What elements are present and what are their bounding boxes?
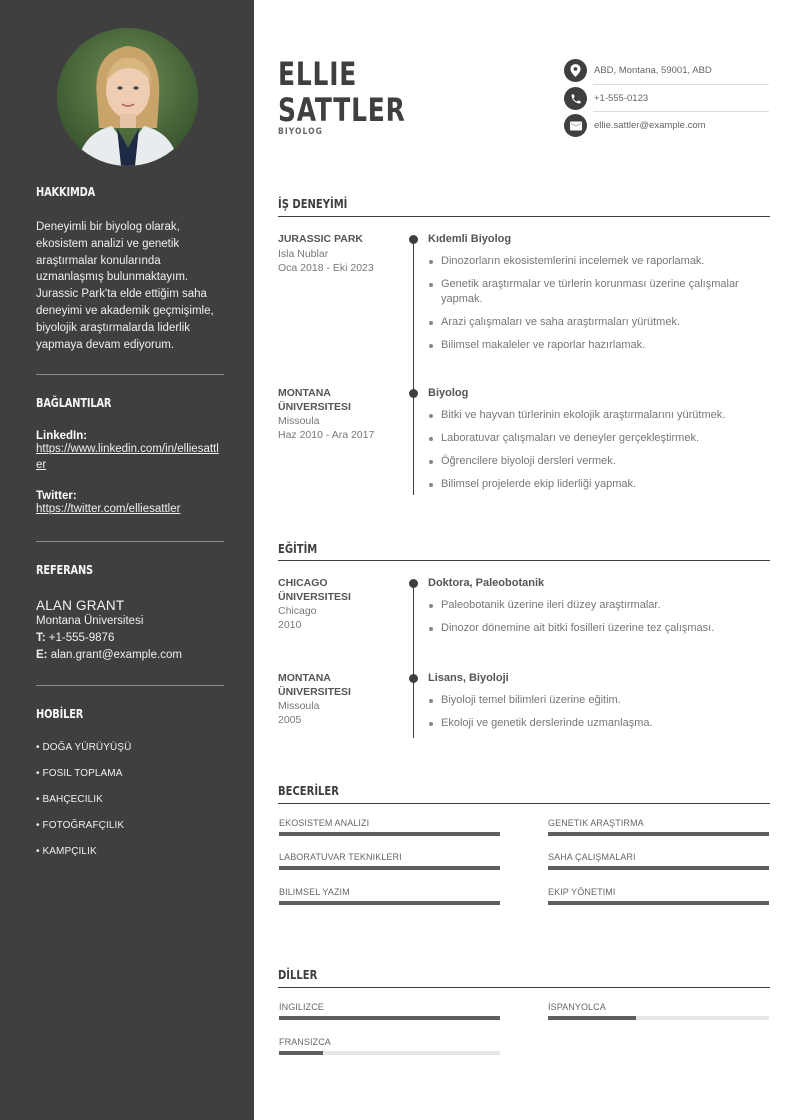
- contact-phone: [564, 85, 769, 112]
- language-bar-fill: [279, 1016, 500, 1020]
- degree: Lisans, Biyoloji: [428, 672, 509, 684]
- employment-dates: Oca 2018 - Eki 2023: [278, 261, 374, 274]
- reference-email: E: alan.grant@example.com: [36, 649, 182, 661]
- hobby-item: • FOTOĞRAFÇILIK: [36, 820, 125, 831]
- graduation-year: 2005: [278, 714, 302, 726]
- last-name: SATTLER: [278, 91, 406, 129]
- links-section: [36, 396, 224, 410]
- education-entry-meta: [278, 672, 403, 727]
- reference-name: ALAN GRANT: [36, 598, 125, 613]
- language-bar-fill: [279, 1051, 323, 1055]
- list-item: Genetik araştırmalar ve türlerin korunması üzerine çalışmalar yapmak.: [428, 277, 770, 307]
- skill-label: BILIMSEL YAZIM: [279, 887, 350, 897]
- skill-bar-fill: [548, 832, 769, 836]
- hobby-item: • KAMPÇILIK: [36, 846, 97, 857]
- responsibility-list: [428, 408, 770, 492]
- contact-email: [564, 112, 769, 139]
- twitter-label: Twitter:: [36, 490, 77, 502]
- skill-item: [279, 852, 500, 870]
- graduation-year: 2010: [278, 619, 302, 631]
- list-item: Ekoloji ve genetik derslerinde uzmanlaşma.: [428, 716, 770, 731]
- link-twitter: [36, 490, 224, 518]
- employment-dates: Haz 2010 - Ara 2017: [278, 429, 375, 441]
- timeline-dot: [409, 389, 418, 398]
- list-item: Dinozorların ekosistemlerini incelemek ve raporlamak.: [428, 254, 770, 269]
- education-entry-details: [428, 577, 770, 644]
- reference-details: [36, 598, 224, 664]
- experience-entry-meta: [278, 233, 403, 275]
- first-name: ELLIE: [278, 55, 358, 93]
- employer-location: Missoula: [278, 415, 320, 427]
- skill-label: SAHA ÇALIŞMALARI: [548, 852, 636, 862]
- skill-label: EKOSISTEM ANALIZI: [279, 818, 370, 828]
- skill-item: [279, 887, 500, 905]
- timeline-dot: [409, 235, 418, 244]
- school-location: Chicago: [278, 605, 317, 617]
- education-title: EĞİTİM: [278, 541, 318, 556]
- twitter-link[interactable]: https://twitter.com/elliesattler: [36, 503, 181, 515]
- reference-section: [36, 563, 224, 577]
- reference-org: Montana Üniversitesi: [36, 615, 144, 627]
- hobbies-list: [36, 742, 224, 872]
- divider: [36, 541, 224, 542]
- language-label: İNGILIZCE: [279, 1002, 324, 1012]
- hobbies-title: HOBİLER: [36, 707, 84, 721]
- divider: [36, 685, 224, 686]
- skill-item: [548, 887, 769, 905]
- skill-bar-fill: [279, 901, 500, 905]
- employer-location: Isla Nublar: [278, 247, 329, 260]
- section-rule: [278, 803, 770, 804]
- timeline-line: [413, 584, 414, 738]
- sidebar: [0, 0, 254, 1120]
- timeline-line: [413, 240, 414, 495]
- skill-label: LABORATUVAR TEKNIKLERI: [279, 852, 402, 862]
- list-item: Arazi çalışmaları ve saha araştırmaları yürütmek.: [428, 315, 770, 330]
- section-rule: [278, 987, 770, 988]
- skill-item: [548, 852, 769, 870]
- skill-bar: [279, 866, 500, 870]
- skill-bar-fill: [279, 832, 500, 836]
- skills-title: BECERİLER: [278, 783, 339, 798]
- email-icon: [564, 114, 587, 137]
- skill-item: [548, 818, 769, 836]
- skill-bar-fill: [548, 901, 769, 905]
- job-title: BIYOLOG: [278, 127, 323, 137]
- skill-item: [279, 818, 500, 836]
- contact-address: [564, 57, 769, 84]
- language-bar-fill: [548, 1016, 636, 1020]
- list-item: Paleobotanik üzerine ileri düzey araştırmalar.: [428, 598, 770, 613]
- experience-entry-details: [428, 233, 770, 361]
- skill-bar: [548, 866, 769, 870]
- education-list: [428, 598, 770, 636]
- reference-phone: T: +1-555-9876: [36, 632, 115, 644]
- degree: Doktora, Paleobotanik: [428, 577, 545, 589]
- employer-name: MONTANA ÜNIVERSITESI: [278, 387, 351, 413]
- list-item: Bilimsel projelerde ekip liderliği yapmak.: [428, 477, 770, 492]
- education-entry-meta: [278, 577, 403, 632]
- timeline-dot: [409, 674, 418, 683]
- section-rule: [278, 560, 770, 561]
- phone-text: +1-555-0123: [594, 93, 649, 104]
- list-item: Bitki ve hayvan türlerinin ekolojik araştırmalarını yürütmek.: [428, 408, 770, 423]
- location-icon: [564, 59, 587, 82]
- profile-photo: [57, 28, 198, 166]
- hobby-item: • FOSIL TOPLAMA: [36, 768, 123, 779]
- about-text: Deneyimli bir biyolog olarak, ekosistem analizi ve genetik araştırmalar konularında uzmanlaşmış bulunmaktayım. Jurassic Park'ta elde ettiğim saha deneyimi ve akademik geçmişimle, biyolojik araştırmalarda liderlik yapmaya devam ediyorum.: [36, 221, 214, 351]
- skill-bar: [548, 832, 769, 836]
- employer-name: JURASSIC PARK: [278, 233, 363, 245]
- reference-title: REFERANS: [36, 563, 93, 577]
- list-item: Dinozor dönemine ait bitki fosilleri üzerine tez çalışması.: [428, 621, 770, 636]
- link-linkedin: [36, 430, 224, 473]
- hobbies-section: [36, 707, 224, 721]
- language-label: İSPANYOLCA: [548, 1002, 606, 1012]
- job-role: Biyolog: [428, 387, 469, 399]
- linkedin-link[interactable]: https://www.linkedin.com/in/elliesattler: [36, 443, 219, 471]
- school-name: CHICAGO ÜNIVERSITESI: [278, 577, 351, 603]
- education-entry-details: [428, 672, 770, 739]
- about-section: [36, 185, 224, 199]
- list-item: Biyoloji temel bilimleri üzerine eğitim.: [428, 693, 770, 708]
- list-item: Laboratuvar çalışmaları ve deneyler gerçekleştirmek.: [428, 431, 770, 446]
- responsibility-list: [428, 254, 770, 353]
- full-name: [278, 56, 406, 128]
- language-label: FRANSIZCA: [279, 1037, 331, 1047]
- list-item: Öğrencilere biyoloji dersleri vermek.: [428, 454, 770, 469]
- phone-icon: [564, 87, 587, 110]
- hobby-item: • BAHÇECILIK: [36, 794, 103, 805]
- language-item: [279, 1002, 500, 1020]
- address-text: ABD, Montana, 59001, ABD: [594, 65, 712, 76]
- about-title: HAKKIMDA: [36, 185, 96, 199]
- experience-entry-meta: [278, 387, 403, 442]
- divider: [36, 374, 224, 375]
- skill-bar-fill: [548, 866, 769, 870]
- languages-title: DİLLER: [278, 967, 318, 982]
- job-role: Kıdemli Biyolog: [428, 233, 512, 245]
- email-text: ellie.sattler@example.com: [594, 120, 706, 131]
- skill-label: GENETIK ARAŞTIRMA: [548, 818, 644, 828]
- links-title: BAĞLANTILAR: [36, 396, 112, 410]
- skill-bar-fill: [279, 866, 500, 870]
- school-location: Missoula: [278, 700, 320, 712]
- education-list: [428, 693, 770, 731]
- timeline-dot: [409, 579, 418, 588]
- language-item: [279, 1037, 500, 1055]
- experience-entry-details: [428, 387, 770, 500]
- skill-bar: [279, 901, 500, 905]
- language-bar: [279, 1016, 500, 1020]
- language-bar: [279, 1051, 500, 1055]
- school-name: MONTANA ÜNIVERSITESI: [278, 672, 351, 698]
- experience-title: İŞ DENEYİMİ: [278, 196, 348, 211]
- list-item: Bilimsel makaleler ve raporlar hazırlamak.: [428, 338, 770, 353]
- skill-bar: [279, 832, 500, 836]
- section-rule: [278, 216, 770, 217]
- skill-label: EKIP YÖNETIMI: [548, 887, 616, 897]
- linkedin-label: LinkedIn:: [36, 430, 88, 442]
- language-item: [548, 1002, 769, 1020]
- skill-bar: [548, 901, 769, 905]
- language-bar: [548, 1016, 769, 1020]
- hobby-item: • DOĞA YÜRÜYÜŞÜ: [36, 742, 132, 753]
